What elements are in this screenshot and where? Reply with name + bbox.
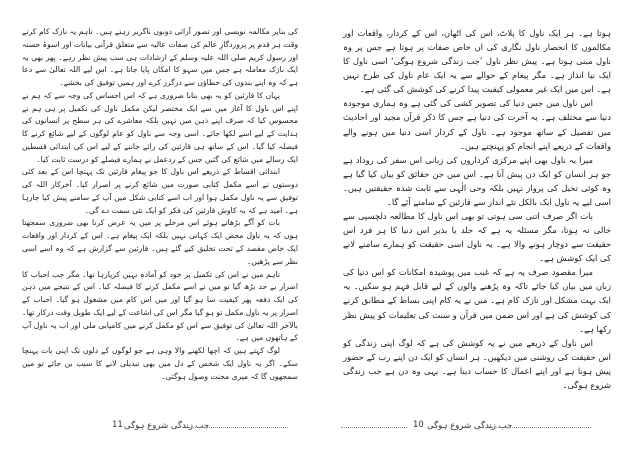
paragraph: اس ناول کے ذریعے میں نے یہ کوشش کی ہے کہ لوگ اپنی زندگی کو اس حقیقت کی روشنی میں دیکھیں۔ ہر انسان کو ایک دن اپنے رب کے حضور پیش ہونا ہے اور اپنے اعمال کا حساب دینا ہے۔ یہی وہ دن ہے جب زندگی شروع ہوگی۔ [343,337,611,390]
footer-divider [491,427,591,428]
paragraph: بات اگر صرف اتنی سی ہوتی تو بھی اس ناول کا مطالعہ دلچسپی سے خالی نہ ہوتا، مگر مسئلہ یہ ہے کہ جلد یا بدیر اس دنیا کا ہر فرد اس حقیقت سے دوچار ہونے والا ہے۔ یہ ناول اسی حقیقت کو ہمارے سامنے لانے کی ایک کوشش ہے۔ [343,211,611,264]
right-page-text [343,26,611,401]
paragraph: اس ناول میں جس دنیا کی تصویر کشی کی گئی ہے وہ ہماری موجودہ دنیا سے مختلف ہے۔ یہ آخرت کی دنیا ہے جس کا ذکر قرآن مجید اور احادیث میں تفصیل کے ساتھ موجود ہے۔ ناول کے کردار اسی دنیا میں ہونے والے واقعات کے ذریعے اپنے انجام کو پہنچتے ہیں۔ [343,98,611,151]
paragraph: تاہم میں نے اس کی تکمیل پر خود کو آمادہ نہیں کرپارہا تھا۔ مگر جب احباب کا اصرار بے حد بڑھ گیا تو میں نے اسے مکمل کرنے کا فیصلہ کیا۔ اس کے نتیجے میں ذہن کی ایک دفعہ پھر کیفیت سا ہو گیا اور میں اس کام میں مشغول ہو گیا۔ احباب کے اصرار پر یہ ناول مکمل تو ہو گیا مگر اس کی اشاعت کے لیے ایک طویل وقت درکار تھا۔ بالآخر اللہ تعالیٰ کی توفیق سے اس کو مکمل کرنے میں کامیابی ملی اور اب یہ ناول آپ کے ہاتھوں میں ہے۔ [22,269,298,343]
page-number: 11 [112,420,123,430]
footer-divider [188,427,288,428]
right-page-footer [319,420,638,434]
paragraph: بات کو آگے بڑھاتے ہوئے اس مرحلے پر میں یہ عرض کرنا بھی ضروری سمجھتا ہوں کہ یہ ناول محض ایک کہانی نہیں بلکہ ایک پیغام ہے۔ اس کے کردار اور واقعات ایک خاص مقصد کے تحت تخلیق کیے گئے ہیں۔ قارئین سے گزارش ہے کہ وہ اسے اسی نظر سے پڑھیں۔ [22,218,298,266]
paragraph: کی بناپر مکالمہ نویسی اور تصور آرائی دونوں ناگزیر رہتے ہیں۔ تاہم یہ نازک کام کرتے وقت ہر قدم پر پروردگارِ عالم کی صفات عالیہ سے متعلق قرآنی بیانات اور اسوۂ حسنہ اور رسول کریم صلی اللہ علیہ وسلم کے ارشادات ہی سب پیش نظر رہے۔ پھر بھی یہ ایک نازک معاملہ ہے جس میں سہو کا امکان پایا جاتا ہے۔ اس لیے اللہ تعالیٰ سے دعا ہے کہ وہ اپنے بندوں کی خطاؤں سے درگزر کرے اور ہمیں توفیق کی بخشے۔ [22,27,298,88]
paragraph: ہوتا ہے۔ ہر ایک ناول کا پلاٹ، اس کی اٹھان، اس کے کردار، واقعات اور مکالموں کا انحصار ناول نگاری کی ان خاص صفات پر ہوتا ہے جس پر وہ ناول مبنی ہوتا ہے۔ پیش نظر ناول ’جب زندگی شروع ہوگی‘ اسی ناول کا ایک نیا انداز ہے۔ مگر پیغام کے حوالے سے یہ ایک عام ناول کی طرح نہیں ہے۔ اس میں ایک غیر معمولی کیفیت پیدا کرنے کی کوشش کی گئی ہے۔ [343,28,611,95]
running-title: جب زندگی شروع ہوگی [427,421,513,431]
page-number: 10 [413,420,424,430]
paragraph: یہاں کا قارئین کو یہ بھی بتانا ضروری ہے کہ اس احساس کی وجہ سے کہ ہم نے اپنے اس ناول کا آغاز میں سے ایک مختصر لیکن مکمل ناول کی تکمیل پر ہی ہم نے محسوس کیا کہ صرف اپنے ذہن میں نہیں بلکہ معاشرے کی ہر سطح پر انسانوں کی ہدایت کے لیے اسے لکھا جائے۔ اسی وجہ سے ناول کو عام لوگوں کے لیے شائع کرنے کا فیصلہ کیا گیا۔ اس کے ساتھ ہی قارئین کی رائے جاننے کے لیے اس کی ابتدائی قسطیں ایک رسالے میں شائع کی گئیں جس کے ردعمل نے ہمارے فیصلے کو درست ثابت کیا۔ [22,90,298,164]
right-page [319,0,638,451]
paragraph: ابتدائی اقساط کے ذریعے اس ناول کا جو پیغام قارئین تک پہنچا اس کے بعد کئی دوستوں نے اسے مکمل کتابی صورت میں شائع کرنے پر اصرار کیا۔ آخرکار اللہ کی توفیق سے یہ ناول مکمل ہوا اور اب اسے کتابی شکل میں آپ کے سامنے پیش کیا جارہا ہے۔ امید ہے کہ یہ کاوش قارئین کی فکر کو ایک نئی سمت دے گی۔ [22,167,298,215]
paragraph: میرا یہ ناول بھی اپنے مرکزی کرداروں کی زبانی اس سفر کی روداد ہے جو ہر انسان کو ایک دن پیش آنا ہے۔ اس میں جن حقائق کو بیان کیا گیا ہے وہ کوئی تخیل کی پرواز نہیں بلکہ وحی الٰہی سے ثابت شدہ حقیقتیں ہیں۔ اسی لیے یہ ناول ایک بالکل نئے انداز سے قارئین کے سامنے آئے گا۔ [343,154,611,207]
paragraph: لوگ کہتے ہیں کہ اچھا لکھنے والا وہی ہے جو لوگوں کے دلوں تک اپنی بات پہنچا سکے۔ اگر یہ ناول ایک شخص کے دل میں بھی تبدیلی لانے کا سبب بن جائے تو میں سمجھوں گا کہ میری محنت وصول ہوگئی۔ [22,346,298,381]
running-title: جب زندگی شروع ہوگی [124,421,210,431]
paragraph: میرا مقصود صرف یہ ہے کہ غیب میں پوشیدہ امکانات کو اس دنیا کی زبان میں بیان کیا جائے تاکہ وہ پڑھنے والوں کے لیے قابل فہم ہو سکیں۔ یہ ایک بہت مشکل اور نازک کام ہے۔ میں نے یہ کام اپنی بساط کے مطابق کرنے کی کوشش کی ہے اور اس ضمن میں قرآن و سنت کی تعلیمات کو پیش نظر رکھا ہے۔ [343,267,611,334]
left-page-footer [0,420,319,434]
footer-divider [341,427,407,428]
left-page-text [22,26,298,401]
